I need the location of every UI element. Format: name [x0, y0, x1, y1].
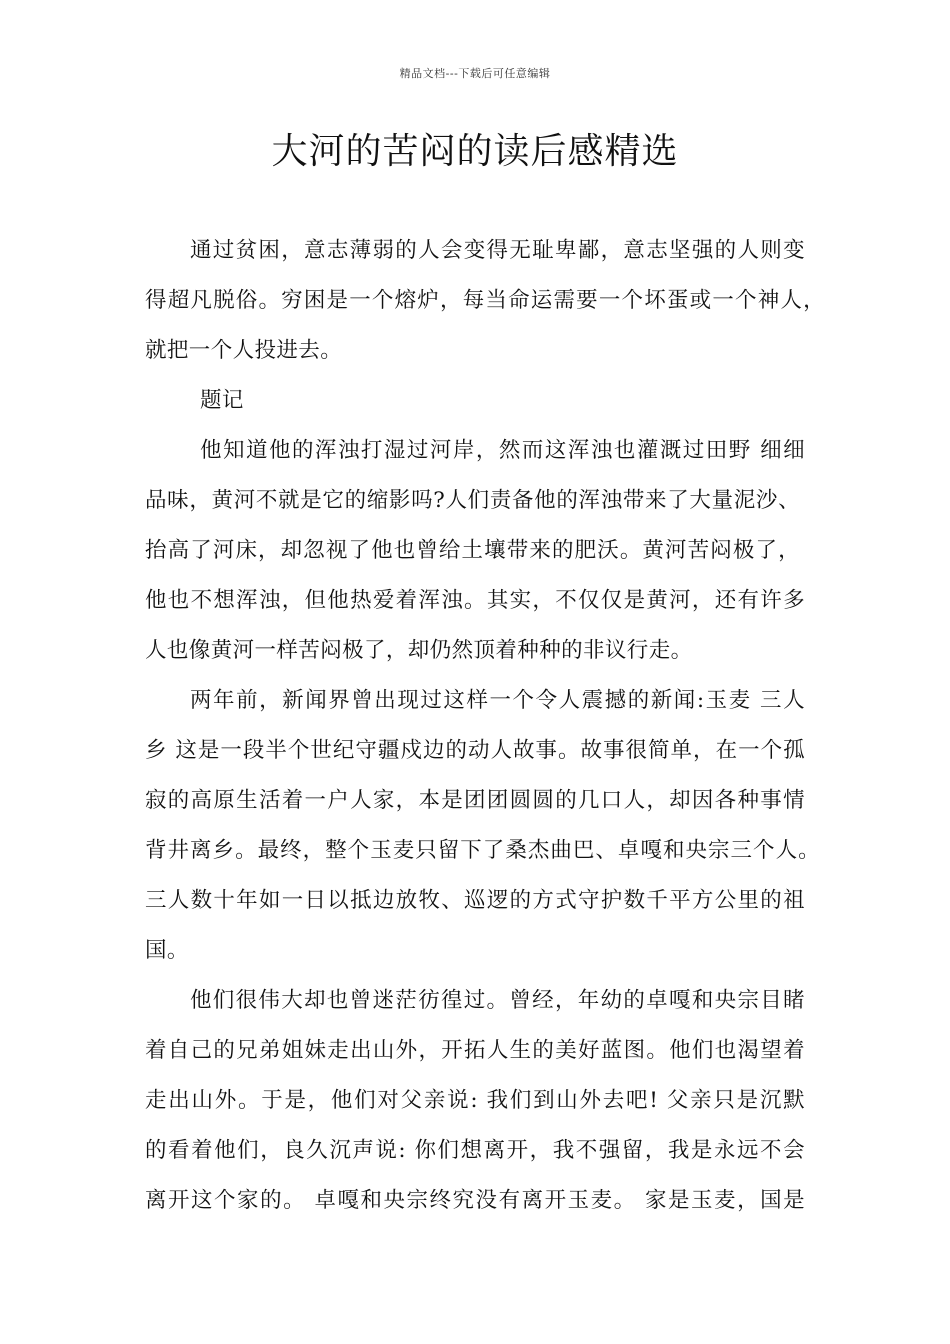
- text-line: 品味，黄河不就是它的缩影吗?人们责备他的浑浊带来了大量泥沙、: [145, 488, 800, 513]
- text-line: 着自己的兄弟姐妹走出山外，开拓人生的美好蓝图。他们也渴望着: [145, 1038, 805, 1063]
- text-line: 背井离乡。最终，整个玉麦只留下了桑杰曲巴、卓嘎和央宗三个人。: [145, 838, 820, 863]
- page-header: 精品文档---下载后可任意编辑: [399, 67, 551, 80]
- text-line: 两年前，新闻界曾出现过这样一个令人震撼的新闻:玉麦 三人: [190, 688, 805, 713]
- text-line: 三人数十年如一日以抵边放牧、巡逻的方式守护数千平方公里的祖: [145, 888, 805, 913]
- text-line: 国。: [145, 938, 189, 963]
- text-line: 走出山外。于是，他们对父亲说: 我们到山外去吧! 父亲只是沉默: [145, 1088, 805, 1113]
- text-line: 抬高了河床，却忽视了他也曾给土壤带来的肥沃。黄河苦闷极了，: [145, 538, 800, 563]
- text-line: 人也像黄河一样苦闷极了，却仍然顶着种种的非议行走。: [145, 638, 693, 663]
- text-line: 他也不想浑浊，但他热爱着浑浊。其实，不仅仅是黄河，还有许多: [145, 588, 805, 613]
- text-line: 他们很伟大却也曾迷茫彷徨过。曾经，年幼的卓嘎和央宗目睹: [190, 988, 805, 1013]
- text-line: 题记: [200, 388, 244, 413]
- text-line: 的看着他们，良久沉声说: 你们想离开，我不强留，我是永远不会: [145, 1138, 805, 1163]
- text-line: 得超凡脱俗。穷困是一个熔炉，每当命运需要一个坏蛋或一个神人，: [145, 288, 825, 313]
- text-line: 就把一个人投进去。: [145, 338, 343, 363]
- document-title: 大河的苦闷的读后感精选: [271, 131, 679, 172]
- text-line: 他知道他的浑浊打湿过河岸，然而这浑浊也灌溉过田野 细细: [200, 438, 805, 463]
- text-line: 乡 这是一段半个世纪守疆戍边的动人故事。故事很简单，在一个孤: [145, 738, 805, 763]
- text-line: 离开这个家的。 卓嘎和央宗终究没有离开玉麦。 家是玉麦，国是: [145, 1188, 805, 1213]
- text-line: 通过贫困，意志薄弱的人会变得无耻卑鄙，意志坚强的人则变: [190, 238, 805, 263]
- text-line: 寂的高原生活着一户人家，本是团团圆圆的几口人，却因各种事情: [145, 788, 805, 813]
